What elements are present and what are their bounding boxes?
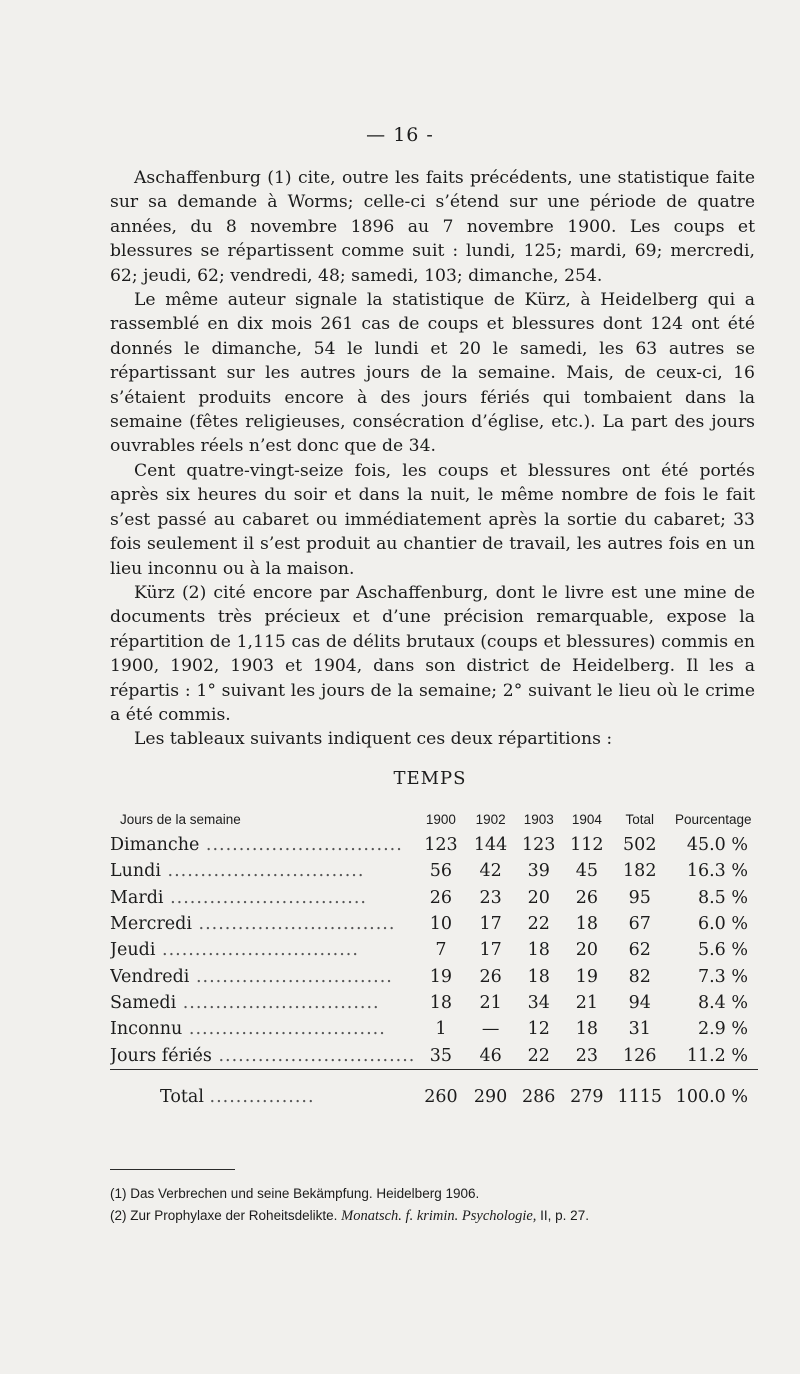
cell-1900: 19	[429, 966, 453, 987]
cell-day: Lundi ..............................	[110, 861, 365, 882]
statistics-table	[110, 806, 758, 1118]
header-1902: 1902	[475, 811, 506, 827]
paragraph-5: Les tableaux suivants indiquent ces deux répartitions :	[134, 729, 613, 750]
table-row	[110, 937, 758, 963]
cell-1902: 17	[479, 914, 502, 935]
cell-percentage: 8.4 %	[697, 992, 748, 1013]
cell-1902: 26	[479, 966, 502, 987]
cell-1904: 112	[570, 835, 604, 856]
paragraph-1: Aschaffenburg (1) cite, outre les faits précédents, une statistique faite sur sa demande à Worms; celle-ci s’étend sur une période de quatre années, du 8 novembre 1896 au 7 novembre 1900. Les coups et blessures se répartissent comme suit : lundi, 125; mardi, 69; mercredi, 62; jeudi, 62; vendredi, 48; samedi, 103; dimanche, 254.	[110, 168, 755, 286]
table-header-row	[110, 806, 758, 832]
total-total: 1115	[611, 1069, 669, 1118]
table-total-row	[110, 1069, 758, 1118]
cell-1902: —	[481, 1019, 500, 1040]
cell-1900: 1	[435, 1019, 447, 1040]
cell-percentage: 8.5 %	[697, 887, 748, 908]
table-row	[110, 990, 758, 1016]
table-row	[110, 1042, 758, 1069]
cell-1904: 45	[575, 861, 598, 882]
cell-1904: 18	[575, 1019, 598, 1040]
cell-1902: 42	[479, 861, 502, 882]
cell-1903: 20	[527, 887, 550, 908]
cell-total: 182	[623, 861, 657, 882]
header-day: Jours de la semaine	[120, 811, 241, 827]
paragraph-3: Cent quatre-vingt-seize fois, les coups et blessures ont été portés après six heures du soir et dans la nuit, le même nombre de fois le fait s’est passé au cabaret ou immédiatement après la sortie du cabaret; 33 fois seulement il s’est produit au chantier de travail, les autres fois en un lieu inconnu ou à la maison.	[110, 460, 755, 579]
cell-1902: 21	[479, 992, 502, 1013]
cell-total: 502	[623, 835, 657, 856]
cell-1904: 23	[575, 1045, 598, 1066]
cell-percentage: 16.3 %	[686, 861, 748, 882]
cell-1903: 22	[527, 914, 550, 935]
cell-1903: 39	[527, 861, 550, 882]
cell-percentage: 2.9 %	[697, 1019, 748, 1040]
cell-day: Mardi ..............................	[110, 887, 367, 908]
cell-day: Jeudi ..............................	[110, 940, 359, 961]
cell-percentage: 5.6 %	[697, 940, 748, 961]
cell-day: Vendredi ..............................	[110, 966, 393, 987]
cell-total: 126	[623, 1045, 657, 1066]
header-1903: 1903	[523, 811, 554, 827]
cell-1903: 34	[527, 992, 550, 1013]
total-1904: 279	[563, 1069, 611, 1118]
cell-1902: 144	[473, 835, 508, 856]
footnotes	[110, 1183, 760, 1227]
cell-percentage: 6.0 %	[697, 914, 748, 935]
header-1904: 1904	[571, 811, 602, 827]
header-percentage: Pourcentage	[675, 811, 752, 827]
total-1903: 286	[515, 1069, 563, 1118]
total-label: Total ................	[110, 1069, 415, 1118]
cell-1900: 10	[429, 914, 453, 935]
cell-total: 94	[628, 992, 651, 1013]
cell-1900: 18	[429, 992, 453, 1013]
cell-1903: 12	[527, 1019, 550, 1040]
table-row	[110, 963, 758, 989]
cell-total: 67	[628, 914, 651, 935]
cell-1900: 7	[435, 940, 447, 961]
cell-total: 62	[628, 940, 651, 961]
cell-1904: 18	[575, 914, 598, 935]
table-title: TEMPS	[393, 768, 467, 789]
body-text	[110, 166, 755, 752]
footnote-divider	[110, 1169, 235, 1170]
cell-1904: 21	[575, 992, 598, 1013]
table-row	[110, 832, 758, 858]
cell-total: 82	[628, 966, 651, 987]
cell-day: Mercredi ..............................	[110, 914, 396, 935]
header-total: Total	[625, 811, 655, 827]
footnote-2: (2) Zur Prophylaxe der Roheitsdelikte. Monatsch. f. krimin. Psychologie, II, p. 27.	[110, 1208, 589, 1224]
total-percentage: 100.0 %	[669, 1069, 758, 1118]
cell-1904: 20	[575, 940, 598, 961]
cell-1904: 19	[575, 966, 598, 987]
table-row	[110, 911, 758, 937]
cell-1904: 26	[575, 887, 598, 908]
cell-1902: 23	[479, 887, 502, 908]
cell-total: 95	[628, 887, 651, 908]
cell-day: Jours fériés ..............................	[110, 1045, 416, 1066]
cell-1900: 35	[429, 1045, 453, 1066]
cell-1902: 46	[479, 1045, 502, 1066]
cell-1903: 18	[527, 966, 550, 987]
cell-day: Inconnu ..............................	[110, 1019, 386, 1040]
paragraph-4: Kürz (2) cité encore par Aschaffenburg, dont le livre est une mine de documents très précieux et d’une précision remarquable, expose la répartition de 1,115 cas de délits brutaux (coups et blessures) commis en 1900, 1902, 1903 et 1904, dans son district de Heidelberg. Il les a répartis : 1° suivant les jours de la semaine; 2° suivant le lieu où le crime a été commis.	[110, 582, 755, 725]
cell-1900: 123	[424, 835, 458, 856]
table-row	[110, 858, 758, 884]
cell-percentage: 11.2 %	[686, 1045, 748, 1066]
total-1902: 290	[467, 1069, 515, 1118]
page-number: — 16 -	[366, 124, 434, 146]
cell-1903: 18	[527, 940, 550, 961]
footnote-1: (1) Das Verbrechen und seine Bekämpfung. Heidelberg 1906.	[110, 1186, 480, 1201]
total-1900: 260	[415, 1069, 466, 1118]
header-1900: 1900	[425, 811, 456, 827]
table-row	[110, 885, 758, 911]
cell-1900: 26	[429, 887, 453, 908]
cell-1902: 17	[479, 940, 502, 961]
cell-day: Dimanche ..............................	[110, 835, 403, 856]
cell-total: 31	[628, 1019, 651, 1040]
cell-1900: 56	[429, 861, 453, 882]
cell-day: Samedi ..............................	[110, 992, 380, 1013]
cell-1903: 123	[522, 835, 556, 856]
cell-percentage: 45.0 %	[686, 835, 748, 856]
cell-1903: 22	[527, 1045, 550, 1066]
table-row	[110, 1016, 758, 1042]
paragraph-2: Le même auteur signale la statistique de Kürz, à Heidelberg qui a rassemblé en dix mois 261 cas de coups et blessures dont 124 ont été donnés le dimanche, 54 le lundi et 20 le samedi, les 63 autres se répartissant sur les autres jours de la semaine. Mais, de ceux-ci, 16 s’étaient produits encore à des jours fériés qui tombaient dans la semaine (fêtes religieuses, consécration d’église, etc.). La part des jours ouvrables réels n’est donc que de 34.	[110, 290, 755, 457]
cell-percentage: 7.3 %	[697, 966, 748, 987]
